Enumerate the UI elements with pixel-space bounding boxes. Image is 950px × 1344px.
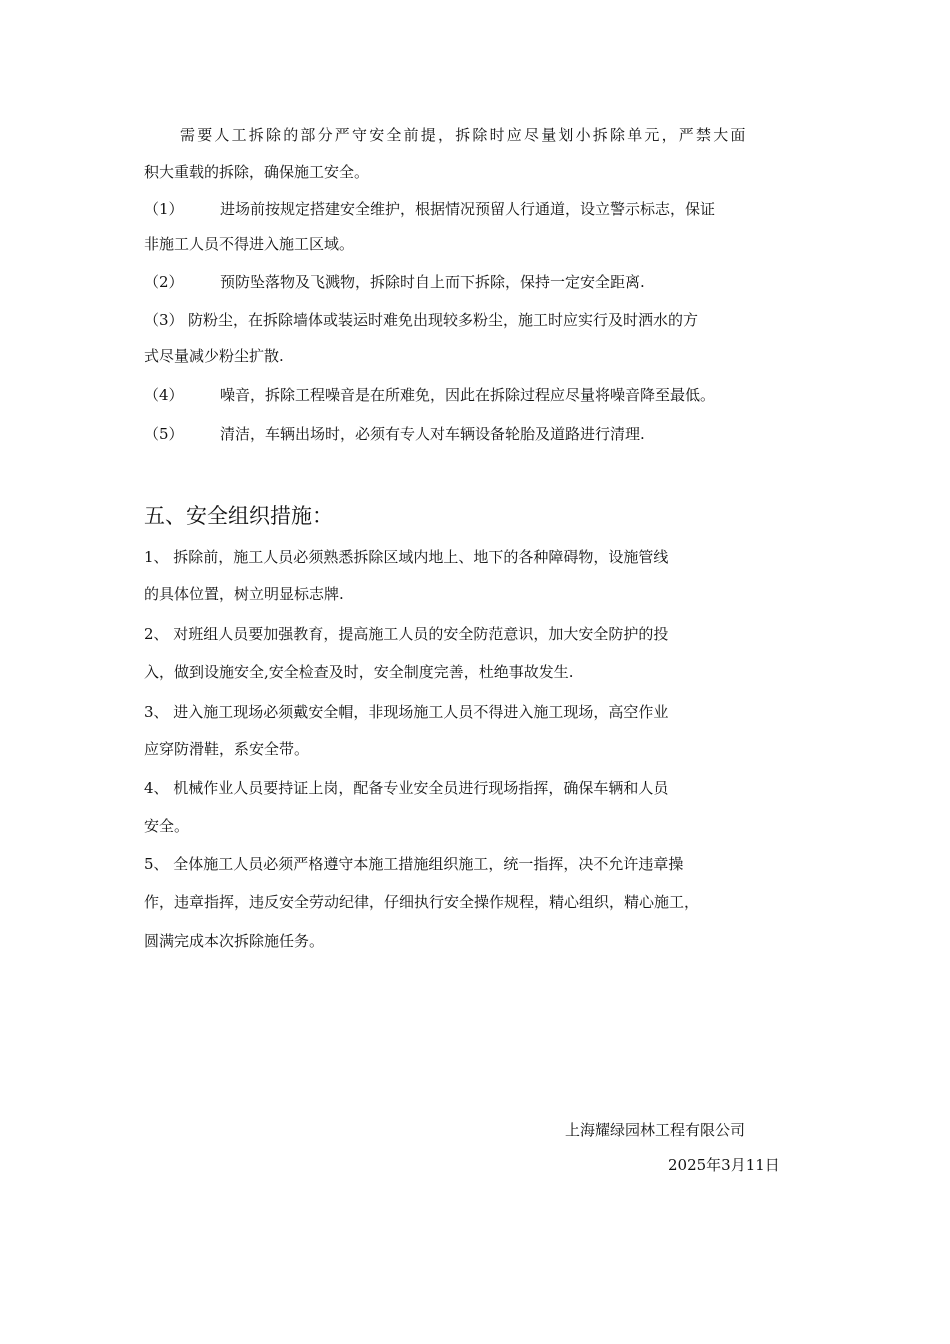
- measure-2-line-1: [144, 272, 645, 292]
- measure-5-number: （5）: [144, 425, 184, 443]
- section-item-5-line-3: 圆满完成本次拆除施任务。: [144, 932, 325, 950]
- measure-4-text: 噪音，拆除工程噪音是在所难免，因此在拆除过程应尽量将噪音降至最低。: [220, 386, 716, 404]
- measure-5-line-1: [144, 424, 645, 444]
- intro-line-2: 积大重载的拆除，确保施工安全。: [144, 163, 370, 181]
- measure-2-number: （2）: [144, 273, 184, 291]
- section-item-1-line-2: 的具体位置，树立明显标志牌.: [144, 585, 344, 603]
- measure-1-line-2: 非施工人员不得进入施工区域。: [144, 235, 355, 253]
- measure-2-text: 预防坠落物及飞溅物，拆除时自上而下拆除，保持一定安全距离.: [220, 273, 645, 291]
- intro-line-1: 需要人工拆除的部分严守安全前提，拆除时应尽量划小拆除单元，严禁大面: [180, 126, 748, 144]
- section-item-4-line-2: 安全。: [144, 817, 190, 835]
- section-item-2-line-2: 入，做到设施安全,安全检查及时，安全制度完善，杜绝事故发生.: [144, 663, 574, 681]
- section-item-5-line-2: 作，违章指挥，违反安全劳动纪律，仔细执行安全操作规程，精心组织，精心施工，: [144, 893, 700, 911]
- section-item-2-line-1: 2、 对班组人员要加强教育，提高施工人员的安全防范意识，加大安全防护的投: [144, 625, 669, 643]
- section-heading: 五、安全组织措施：: [144, 504, 333, 528]
- measure-4-number: （4）: [144, 386, 184, 404]
- signature-company: 上海耀绿园林工程有限公司: [565, 1121, 746, 1139]
- measure-3-line-1: [144, 310, 698, 330]
- section-item-4-line-1: 4、 机械作业人员要持证上岗，配备专业安全员进行现场指挥，确保车辆和人员: [144, 779, 669, 797]
- measure-1-number: （1）: [144, 200, 184, 218]
- measure-1-text: 进场前按规定搭建安全维护，根据情况预留人行通道，设立警示标志，保证: [220, 200, 716, 218]
- section-item-3-line-1: 3、 进入施工现场必须戴安全帽，非现场施工人员不得进入施工现场，高空作业: [144, 703, 669, 721]
- measure-4-line-1: [144, 385, 715, 405]
- signature-date: 2025年3月11日: [668, 1156, 780, 1174]
- section-item-5-line-1: 5、 全体施工人员必须严格遵守本施工措施组织施工，统一指挥，决不允许违章操: [144, 855, 684, 873]
- section-item-1-line-1: 1、 拆除前，施工人员必须熟悉拆除区域内地上、地下的各种障碍物，设施管线: [144, 548, 669, 566]
- measure-3-line-2: 式尽量减少粉尘扩散.: [144, 347, 284, 365]
- measure-3-text: 防粉尘，在拆除墙体或装运时难免出现较多粉尘，施工时应实行及时洒水的方: [188, 311, 699, 329]
- measure-5-text: 清洁，车辆出场时，必须有专人对车辆设备轮胎及道路进行清理.: [220, 425, 645, 443]
- measure-3-number: （3）: [144, 311, 184, 329]
- measure-1-line-1: [144, 199, 715, 219]
- section-item-3-line-2: 应穿防滑鞋，系安全带。: [144, 740, 310, 758]
